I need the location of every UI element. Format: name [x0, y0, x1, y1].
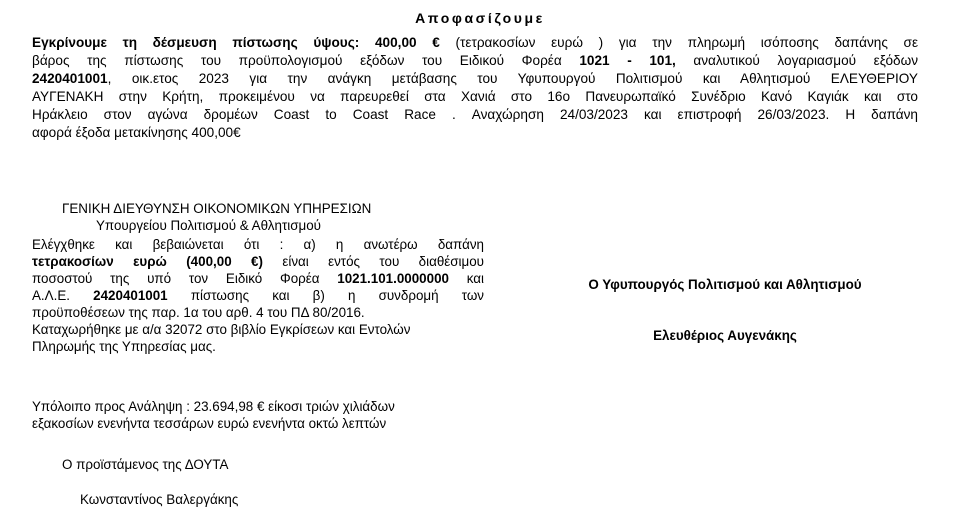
decision-line-3: [32, 70, 918, 88]
minister-name: Ελευθέριος Αυγενάκης: [653, 328, 797, 343]
decision-text: (τετρακοσίων ευρώ ) για την πληρωμή ισόποσης δαπάνης σε: [439, 35, 918, 50]
decision-heading: Αποφασίζουμε: [415, 10, 545, 26]
verified-amount-text: τετρακοσίων ευρώ (400,00 €): [32, 254, 263, 269]
verification-line-6: Καταχωρήθηκε με α/α 32072 στο βιβλίο Εγκρίσεων και Εντολών: [32, 322, 411, 337]
verification-line-4: [32, 287, 484, 304]
minister-title: Ο Υφυπουργός Πολιτισμού και Αθλητισμού: [588, 277, 862, 292]
verification-line-7: Πληρωμής της Υπηρεσίας μας.: [32, 339, 216, 354]
verification-line-5: προϋποθέσεων της παρ. 1α του αρθ. 4 του ΠΔ 80/2016.: [32, 305, 365, 320]
expense-account-code: 2420401001: [32, 71, 108, 86]
special-body-full-code: 1021.101.0000000: [337, 271, 449, 286]
verification-line-1: Ελέγχθηκε και βεβαιώνεται ότι : α) η ανωτέρω δαπάνη: [32, 237, 484, 252]
department-subtitle: Υπουργείου Πολιτισμού & Αθλητισμού: [96, 218, 321, 233]
verification-paragraph: [32, 236, 484, 355]
decision-text: βάρος της πίστωσης του προϋπολογισμού εξόδων του Ειδικού Φορέα: [32, 53, 580, 68]
approval-amount-text: Εγκρίνουμε τη δέσμευση πίστωσης ύψους: 400,00 €: [32, 35, 440, 50]
special-body-code: 1021 - 101,: [579, 53, 676, 68]
balance-line-1: Υπόλοιπο προς Ανάληψη : 23.694,98 € είκοσι τριών χιλιάδων: [32, 399, 395, 414]
decision-line-1: [32, 34, 918, 52]
balance-line-2: εξακοσίων ενενήντα τεσσάρων ευρώ ενενήντα οκτώ λεπτών: [32, 416, 387, 431]
decision-line-4: ΑΥΓΕΝΑΚΗ στην Κρήτη, προκειμένου να παρευρεθεί στα Χανιά στο 16ο Πανευρωπαϊκό Συνέδριο Κανό Καγιάκ και στο: [32, 89, 918, 104]
head-name: Κωνσταντίνος Βαλεργάκης: [80, 492, 239, 507]
verification-text: Α.Λ.Ε.: [32, 288, 94, 303]
department-title: ΓΕΝΙΚΗ ΔΙΕΥΘΥΝΣΗ ΟΙΚΟΝΟΜΙΚΩΝ ΥΠΗΡΕΣΙΩΝ: [62, 201, 372, 216]
verification-text: πίστωσης και β) η συνδρομή των: [167, 288, 484, 303]
decision-line-6: αφορά έξοδα μετακίνησης 400,00€: [32, 125, 241, 140]
decision-paragraph: [32, 34, 918, 142]
balance-paragraph: [32, 398, 484, 432]
decision-text: , οικ.ετος 2023 για την ανάγκη μετάβασης του Υφυπουργού Πολιτισμού και Αθλητισμού ΕΛΕΥΘΕΡΙΟΥ: [107, 71, 918, 86]
ale-code: 2420401001: [93, 288, 168, 303]
head-role: Ο προϊστάμενος της ΔΟΥΤΑ: [62, 457, 229, 472]
verification-line-3: [32, 270, 484, 287]
decision-text: αναλυτικού λογαριασμού εξόδων: [675, 53, 918, 68]
decision-line-5: Ηράκλειο στον αγώνα δρομέων Coast to Coast Race . Αναχώρηση 24/03/2023 και επιστροφή 26/03/2023. Η δαπάνη: [32, 107, 918, 122]
verification-text: ποσοστού της υπό τον Ειδικό Φορέα: [32, 271, 338, 286]
decision-line-2: [32, 52, 918, 70]
verification-text: και: [448, 271, 484, 286]
verification-line-2: [32, 253, 484, 270]
verification-text: είναι εντός του διαθέσιμου: [262, 254, 484, 269]
